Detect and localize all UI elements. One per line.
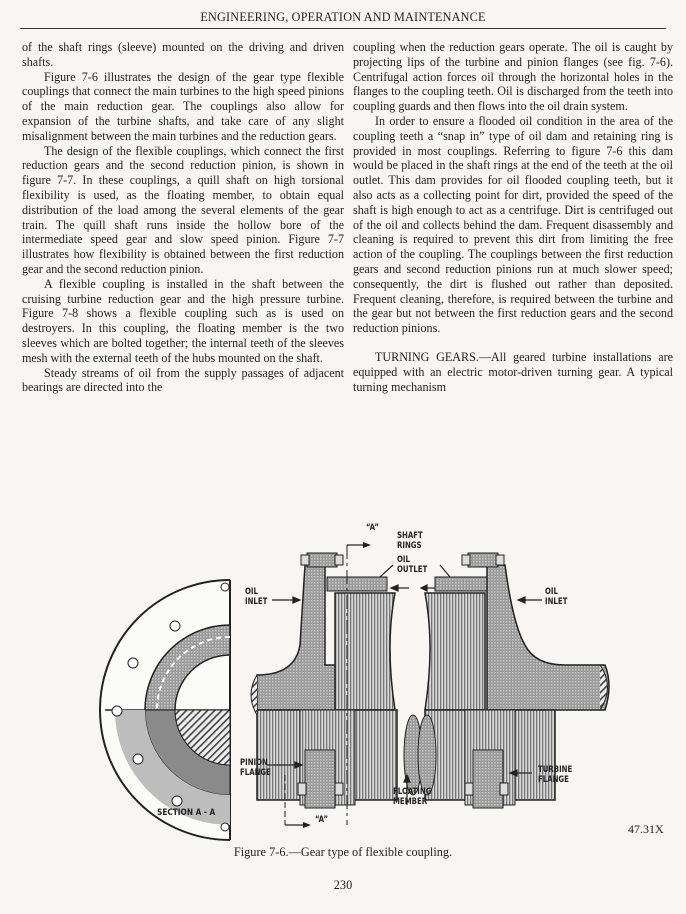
paragraph: coupling when the reduction gears operate. The oil is caught by projecting lips of the turbine and pinion flanges (see fig. 7-6). Centrifugal action forces oil through the horizontal holes in the flanges to the coupling teeth. Oil is discharged from the teeth into coupling guards and then flows into the oil drain system.: [353, 40, 673, 114]
label-oil-inlet-right: OIL INLET: [545, 587, 568, 607]
label-oil-outlet: OIL OUTLET: [397, 555, 428, 575]
label-floating-member: FLOATING MEMBER: [393, 787, 432, 807]
label-turbine-flange: TURBINE FLANGE: [538, 765, 573, 785]
label-section-a-bottom: “A”: [315, 815, 329, 825]
paragraph: A flexible coupling is installed in the shaft between the cruising turbine reduction gear and the high pressure turbine. Figure 7-8 shows a flexible coupling such as is used on destroyers. In this coupling, the floating member is the two sleeves which are bolted together; the internal teeth of the sleeves mesh with the external teeth of the hubs mounted on the shaft.: [22, 276, 344, 365]
figure-caption: Figure 7-6.—Gear type of flexible coupling.: [233, 845, 453, 859]
paragraph: of the shaft rings (sleeve) mounted on the driving and driven shafts.: [22, 40, 344, 69]
paragraph: The design of the flexible couplings, which connect the first reduction gears and the second reduction pinion, is shown in figure 7-7. In these couplings, a quill shaft on high torsional flexibility is used, as the floating member, to obtain equal distribution of the load among the several elements of the gear train. The quill shaft runs inside the hollow bore of the intermediate speed gear and slow speed pinion. Figure 7-7 illustrates how flexibility is obtained between the first reduction gear and the second reduction pinion.: [22, 143, 344, 276]
paragraph: Figure 7-6 illustrates the design of the gear type flexible couplings that connect the main turbines to the high speed pinions of the main reduction gear. The couplings also allow for expansion of the turbine shafts, and take care of any slight misalignment between the main turbines and the reduction gears.: [22, 69, 344, 143]
page-number: 230: [333, 878, 353, 892]
coupling-figure: [95, 525, 685, 845]
coupling-section: [251, 542, 609, 828]
label-oil-inlet-left: OIL INLET: [245, 587, 268, 607]
paragraph: Steady streams of oil from the supply passages of adjacent bearings are directed into the: [22, 365, 344, 395]
label-section-a-top: “A”: [366, 523, 380, 533]
running-header: ENGINEERING, OPERATION AND MAINTENANCE: [20, 10, 666, 29]
label-shaft-rings: SHAFT RINGS: [397, 531, 423, 551]
coupling-drawing: [95, 525, 685, 845]
paragraph: In order to ensure a flooded oil condition in the area of the coupling teeth a “snap in” type of oil dam and retaining ring is provided in most couplings. Referring to figure 7-6 this dam would be placed in the shaft rings at the end of the teeth at the oil outlet. This dam provides for oil flooded coupling teeth, but it also acts as a collecting point for dirt, provided the speed of the shaft is high enough to act as a centrifuge. Dirt is centrifuged out of the oil and collects behind the dam. Frequent disassembly and cleaning is required to prevent this dirt from limiting the free action of the coupling. The couplings between the first reduction gears and second reduction pinions run at much slower speed; consequently, the dirt is flushed out rather than deposited. Frequent cleaning, therefore, is required between the turbine and the gear but not between the first reduction gears and the second reduction pinions.: [353, 113, 673, 336]
left-column: [22, 40, 344, 395]
section-view: [100, 580, 230, 840]
section-paragraph-turning-gears: TURNING GEARS.—All geared turbine installations are equipped with an electric motor-driven turning gear. A typical turning mechanism: [353, 349, 673, 394]
label-section-view: SECTION A - A: [157, 808, 216, 818]
label-pinion-flange: PINION FLANGE: [240, 758, 271, 778]
figure-number: 47.31X: [628, 822, 664, 836]
right-column: [353, 40, 673, 394]
